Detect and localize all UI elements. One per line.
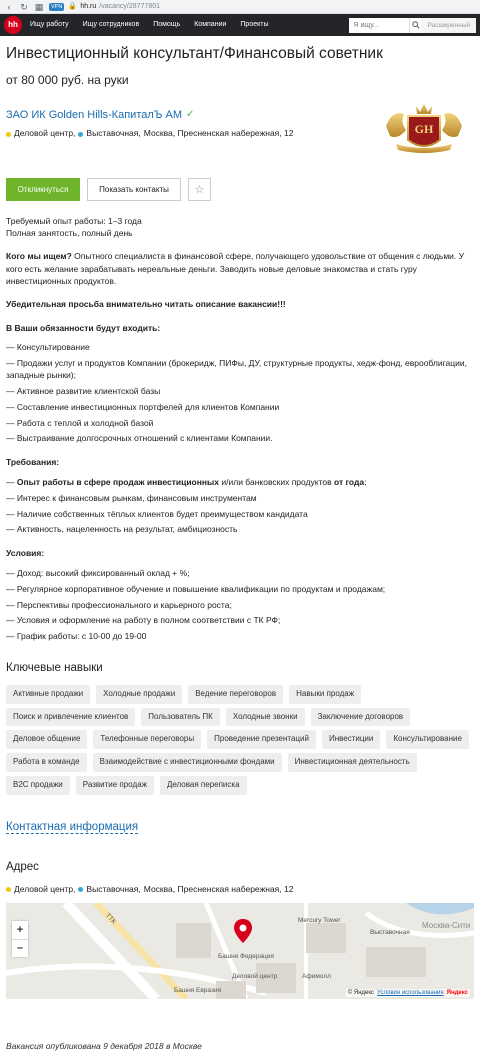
metro-station-2: Выставочная,	[86, 128, 141, 139]
nav-item-employers[interactable]: Ищу сотрудников	[82, 21, 140, 29]
skill-tag: Деловое общение	[6, 730, 87, 749]
metro-dot-yellow-icon	[6, 887, 11, 892]
list-item: — Составление инвестиционных портфелей для клиентов Компании	[6, 401, 280, 412]
lock-icon: 🔒	[67, 2, 77, 10]
apply-button[interactable]: Откликнуться	[6, 178, 80, 201]
vacancy-content	[0, 44, 480, 1053]
address-title: Адрес	[6, 861, 39, 874]
skills-title: Ключевые навыки	[6, 662, 103, 675]
requirements-title: Требования:	[6, 457, 60, 468]
metro-dot-blue-icon	[78, 887, 83, 892]
metro-station-1: Деловой центр,	[14, 128, 76, 139]
top-nav	[0, 14, 480, 36]
metro-dot-yellow-icon	[6, 132, 11, 137]
skill-tag: Развитие продаж	[76, 776, 154, 795]
hh-logo[interactable]: hh	[4, 16, 22, 34]
employment: Полная занятость, полный день	[6, 227, 133, 238]
search-icon[interactable]	[409, 18, 421, 33]
yandex-logo[interactable]: Яндекс	[446, 990, 468, 997]
nav-search	[349, 18, 476, 33]
list-item: — Перспективы профессионального и карьерного роста;	[6, 599, 232, 610]
browser-toolbar	[0, 0, 480, 14]
skills-list	[6, 685, 474, 795]
map-zoom-control	[12, 921, 28, 957]
skill-tag: Навыки продаж	[289, 685, 361, 704]
vacancy-actions	[6, 178, 474, 201]
conditions-title: Условия:	[6, 548, 45, 559]
nav-item-companies[interactable]: Компании	[194, 21, 227, 29]
published-date: Вакансия опубликована 9 декабря 2018 в Москве	[6, 1041, 202, 1052]
skill-tag: Холодные продажи	[96, 685, 182, 704]
skill-tag: Поиск и привлечение клиентов	[6, 708, 135, 727]
map-label-bashnya: Башня Федерация	[218, 953, 274, 961]
map-label-mercury: Mercury Tower	[298, 917, 341, 925]
req-mid-part: и/или банковских продуктов	[219, 476, 334, 487]
skill-tag: Консультирование	[386, 730, 469, 749]
who-heading: Кого мы ищем?	[6, 251, 72, 262]
salary: от 80 000 руб. на руки	[6, 73, 129, 88]
nav-item-job-search[interactable]: Ищу работу	[30, 21, 69, 29]
list-item	[6, 477, 474, 489]
map-pin-icon[interactable]	[234, 919, 252, 943]
list-item: — Работа с теплой и холодной базой	[6, 417, 154, 428]
skill-tag: Деловая переписка	[160, 776, 247, 795]
list-item: — Наличие собственных тёплых клиентов будет преимуществом кандидата	[6, 508, 308, 519]
list-item: — График работы: с 10-00 до 19-00	[6, 631, 147, 642]
who-text: Опытного специалиста в финансовой сфере, получающего удовольствие от общения с людьми. У кого есть желание зарабатывать нереальные деньги. Заводить новые деловые знакомства и стать гуру инвестиционных продуктов.	[6, 251, 465, 286]
list-item: — Продажи услуг и продуктов Компании (брокеридж, ПИФы, ДУ, структурные продукты, хедж-фонд, еврооблигации, западные рынки);	[6, 357, 467, 380]
map-label-delovoy: Деловой центр	[232, 973, 278, 981]
dash: —	[6, 476, 17, 487]
company-link[interactable]	[6, 108, 194, 123]
experience: Требуемый опыт работы: 1–3 года	[6, 215, 142, 226]
list-item: — Консультирование	[6, 342, 90, 353]
vacancy-who	[6, 250, 474, 287]
request-note: Убедительная просьба внимательно читать описание вакансии!!!	[6, 299, 286, 310]
street-address: Москва, Пресненская набережная, 12	[143, 883, 294, 894]
requirements-list	[6, 477, 474, 537]
req-end: ;	[364, 476, 367, 487]
list-item: — Интерес к финансовым рынкам, финансовым инструментам	[6, 492, 257, 503]
skill-tag: Инвестиции	[322, 730, 380, 749]
list-item: — Условия и оформление на работу в полном соответствии с ТК РФ;	[6, 615, 281, 626]
address-bar[interactable]	[49, 1, 160, 12]
vpn-badge[interactable]: VPN	[51, 3, 63, 10]
skill-tag: Взаимодействие с инвестиционными фондами	[93, 753, 282, 772]
show-contacts-button[interactable]: Показать контакты	[87, 178, 181, 201]
list-item: — Доход: высокий фиксированный оклад + %;	[6, 567, 190, 578]
skill-tag: Инвестиционная деятельность	[288, 753, 417, 772]
company-block	[6, 108, 474, 178]
skill-tag: Ведение переговоров	[188, 685, 283, 704]
back-icon[interactable]: ‹	[7, 1, 11, 12]
skill-tag: Заключение договоров	[311, 708, 411, 727]
map-background	[6, 903, 474, 999]
duties-list	[6, 342, 474, 445]
contact-info-link[interactable]: Контактная информация	[6, 820, 139, 833]
skill-tag: Телефонные переговоры	[93, 730, 201, 749]
company-name[interactable]: ЗАО ИК Golden Hills-КапиталЪ АМ	[6, 108, 183, 121]
apps-grid-icon[interactable]: ▦	[34, 1, 44, 12]
url-host: hh.ru	[80, 2, 97, 10]
url-path: /vacancy/28777801	[99, 2, 160, 10]
nav-item-help[interactable]: Помощь	[153, 21, 181, 29]
list-item: — Регулярное корпоративное обучение и повышение квалификации по продуктам и продажам;	[6, 583, 386, 594]
list-item: — Активное развитие клиентской базы	[6, 385, 161, 396]
map-label-ttk: ТТК	[103, 912, 118, 926]
map-label-vystavochnaya: Выставочная	[370, 929, 410, 937]
skill-tag: Работа в команде	[6, 753, 87, 772]
list-item: — Выстраивание долгосрочных отношений с клиентами Компании.	[6, 433, 273, 444]
skill-tag: Активные продажи	[6, 685, 90, 704]
map-address	[6, 884, 474, 895]
zoom-out-icon[interactable]: –	[12, 939, 28, 958]
vacancy-title: Инвестиционный консультант/Финансовый советник	[6, 45, 383, 62]
vacancy-meta	[6, 215, 474, 240]
favorite-star-icon[interactable]: ☆	[188, 178, 211, 201]
duties-title: В Ваши обязанности будут входить:	[6, 322, 161, 333]
nav-item-projects[interactable]: Проекты	[240, 21, 269, 29]
yandex-map[interactable]	[6, 903, 474, 999]
zoom-in-icon[interactable]: +	[16, 923, 24, 936]
metro-dot-blue-icon	[78, 132, 83, 137]
map-terms-link[interactable]: Условия использования	[377, 990, 444, 997]
metro-station-2: Выставочная,	[86, 883, 141, 894]
map-label-evraziya: Башня Евразия	[174, 987, 222, 995]
search-input[interactable]	[349, 18, 409, 33]
skill-tag: Холодные звонки	[226, 708, 305, 727]
metro-station-1: Деловой центр,	[14, 883, 76, 894]
street-address: Москва, Пресненская набережная, 12	[143, 128, 294, 139]
advanced-search-button[interactable]: Расширенный	[421, 18, 476, 33]
skill-tag: Пользователь ПК	[141, 708, 220, 727]
skill-tag: B2C продажи	[6, 776, 70, 795]
req-bold-part-2: от года	[334, 476, 365, 487]
reload-icon[interactable]: ↻	[20, 1, 28, 12]
map-copyright	[346, 989, 470, 997]
map-copyright-text: © Яндекс	[347, 990, 375, 997]
svg-text:GH: GH	[414, 121, 434, 136]
skill-tag: Проведение презентаций	[207, 730, 316, 749]
list-item: — Активность, нацеленность на результат, амбициозность	[6, 524, 238, 535]
map-label-moscow-city: Москва-Сити	[422, 921, 471, 931]
map-label-afimoll: Афимолл	[302, 973, 331, 981]
company-logo[interactable]	[382, 100, 466, 156]
verified-check-icon: ✓	[186, 109, 195, 121]
conditions-list	[6, 568, 474, 643]
req-bold-part: Опыт работы в сфере продаж инвестиционных	[16, 476, 220, 487]
